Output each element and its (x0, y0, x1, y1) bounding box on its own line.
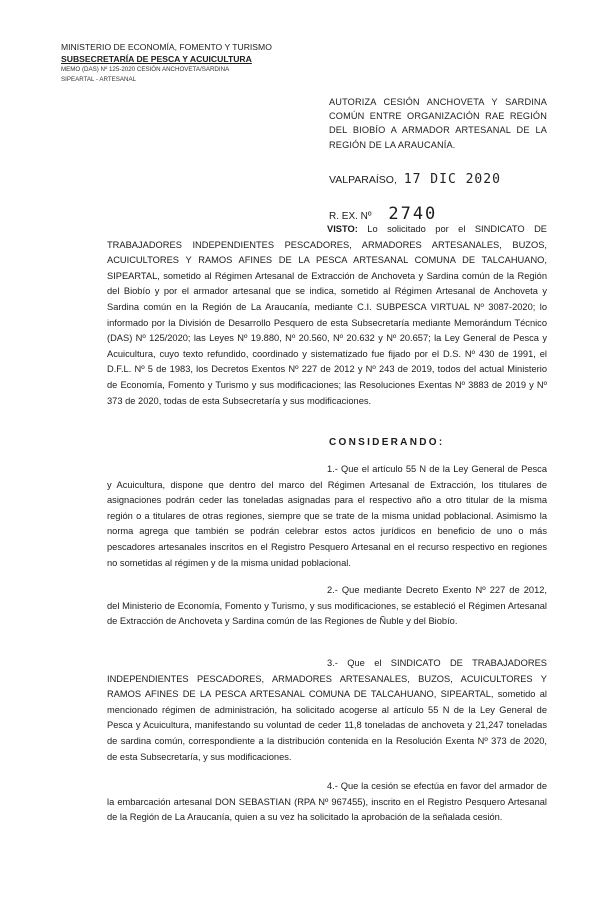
resolution-number-line (329, 204, 437, 224)
considerando-4 (107, 779, 547, 826)
considerando-2 (107, 583, 547, 630)
rex-number: 2740 (388, 204, 438, 224)
considerando-3-text: 3.- Que el SINDICATO DE TRABAJADORES INDEPENDIENTES PESCADORES, ARMADORES ARTESANALES, BUZOS, ACUICULTORES Y RAMOS AFINES DE LA PESCA ARTESANAL COMUNA DE TALCAHUANO, SIPEARTAL, sometido al mencionado régimen de administración, ha solicitado acogerse al artículo 55 N de la Ley General de Pesca y Acuicultura, manifestando su voluntad de ceder 11,8 toneladas de anchoveta y 21,247 toneladas de sardina común, correspondiente a la distribución contenida en la Resolución Exenta Nº 373 de 2020, de esta Subsecretaría, y sus modificaciones. (107, 658, 547, 762)
letterhead (61, 42, 281, 85)
stamped-date: 17 DIC 2020 (403, 172, 501, 187)
place-date-line (329, 172, 501, 187)
resolution-title: AUTORIZA CESIÓN ANCHOVETA Y SARDINA COMÚN ENTRE ORGANIZACIÓN RAE REGIÓN DEL BIOBÍO A ARMADOR ARTESANAL DE LA REGIÓN DE LA ARAUCANÍA. (329, 97, 547, 150)
considerando-heading: CONSIDERANDO: (329, 437, 445, 448)
memo-reference: MEMO (DAS) Nº 125-2020 CESIÓN ANCHOVETA/SARDINA (61, 66, 230, 73)
place: VALPARAÍSO, (329, 174, 397, 186)
visto-label: VISTO: (327, 224, 358, 234)
visto-text: Lo solicitado por el SINDICATO DE TRABAJADORES INDEPENDIENTES PESCADORES, ARMADORES ARTESANALES, BUZOS, ACUICULTORES Y RAMOS AFINES DE LA PESCA ARTESANAL COMUNA DE TALCAHUANO, SIPEARTAL, sometido al Régimen Artesanal de Extracción de Anchoveta y Sardina común de la Región del Biobío y por el armador artesanal que se indica, sometido al Régimen Artesanal de Anchoveta y Sardina común en la Región de La Araucanía, mediante C.I. SUBPESCA VIRTUAL Nº 3087-2020; lo informado por la División de Desarrollo Pesquero de esta Subsecretaría mediante Memorándum Técnico (DAS) Nº 125/2020; las Leyes Nº 19.880, Nº 20.560, Nº 20.632 y Nº 20.657; la Ley General de Pesca y Acuicultura, cuyo texto refundido, coordinado y sistematizado fue fijado por el D.S. Nº 430 de 1991, el D.F.L. Nº 5 de 1983, los Decretos Exentos Nº 227 de 2012 y Nº 243 de 2019, todos del actual Ministerio de Economía, Fomento y Turismo y sus modificaciones; las Resoluciones Exentas Nº 3883 de 2019 y Nº 373 de 2020, todas de esta Subsecretaría y sus modificaciones. (107, 224, 547, 406)
considerando-2-text: 2.- Que mediante Decreto Exento Nº 227 de 2012, del Ministerio de Economía, Fomento y Turismo, y sus modificaciones, se estableció el Régimen Artesanal de Extracción de Anchoveta y Sardina común de las Regiones de Ñuble y del Biobío. (107, 585, 547, 627)
memo-reference-2: SIPEARTAL - ARTESANAL (61, 76, 137, 83)
considerando-4-text: 4.- Que la cesión se efectúa en favor del armador de la embarcación artesanal DON SEBASTIAN (RPA Nº 967455), inscrito en el Registro Pesquero Artesanal de la Región de La Araucanía, quien a su vez ha solicitado la aprobación de la señalada cesión. (107, 781, 547, 823)
ministry-name: MINISTERIO DE ECONOMÍA, FOMENTO Y TURISMO (61, 42, 272, 52)
rex-label: R. EX. Nº (329, 211, 372, 222)
considerando-3 (107, 656, 547, 765)
considerando-1-text: 1.- Que el artículo 55 N de la Ley General de Pesca y Acuicultura, dispone que dentro del marco del Régimen Artesanal de Extracción, los titulares de asignaciones podrán ceder las toneladas asignadas para el respectivo año a otro titular de la misma región o a titulares de otras regiones, siempre que se trate de la misma unidad poblacional. Asimismo la norma agrega que también se podrán celebrar estos actos jurídicos en beneficio de uno o más pescadores artesanales inscritos en el Registro Pesquero Artesanal en el recurso respectivo en regiones no sometidas al régimen y de la misma unidad poblacional. (107, 464, 547, 568)
considerando-1 (107, 462, 547, 571)
subsecretaria-name: SUBSECRETARÍA DE PESCA Y ACUICULTURA (61, 53, 252, 64)
visto-paragraph (107, 222, 547, 409)
